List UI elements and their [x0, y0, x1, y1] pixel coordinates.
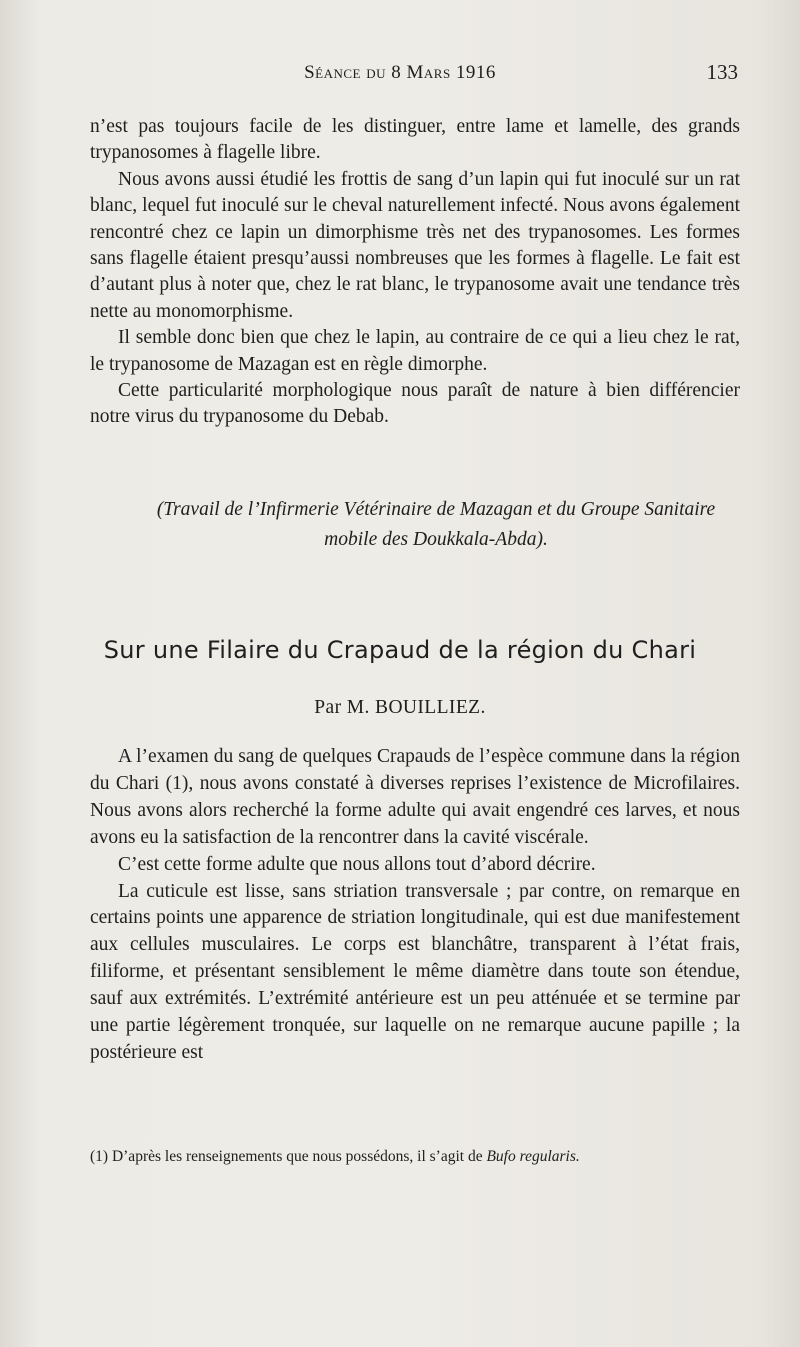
- article-title: Sur une Filaire du Crapaud de la région du Chari: [103, 636, 697, 664]
- article-byline: Par M. BOUILLIEZ.: [314, 697, 486, 718]
- footnote-text: D’après les renseignements que nous possédons, il s’agit de: [111, 1148, 483, 1165]
- paragraph: n’est pas toujours facile de les distinguer, entre lame et lamelle, des grands trypanosomes à flagelle libre.: [90, 116, 740, 164]
- running-head: [0, 60, 800, 90]
- footnote: [90, 1146, 740, 1168]
- previous-article-text: [90, 114, 740, 431]
- paragraph: Nous avons aussi étudié les frottis de sang d’un lapin qui fut inoculé sur un rat blanc, lequel fut inoculé sur le cheval naturellement infecté. Nous avons également rencontré chez ce lapin un dimorphisme très net des trypanosomes. Les formes sans flagelle étaient presqu’aussi nombreuses que les formes à flagelle. Le fait est d’autant plus à noter que, chez le rat blanc, le trypanosome avait une tendance très nette au monomorphisme.: [90, 168, 740, 322]
- paragraph: Cette particularité morphologique nous paraît de nature à bien différencier notre virus du trypanosome du Debab.: [90, 380, 740, 428]
- institution-credit: (Travail de l’Infirmerie Vétérinaire de Mazagan et du Groupe Sanitaire mobile des Doukkala-Abda).: [156, 499, 716, 550]
- footnote-marker: (1): [90, 1148, 109, 1165]
- paragraph: La cuticule est lisse, sans striation transversale ; par contre, on remarque en certains points une apparence de striation longitudinale, qui est due manifestement aux cellules musculaires. Le corps est blanchâtre, transparent à l’état frais, filiforme, et présentant sensiblement le même diamètre dans toute son étendue, sauf aux extrémités. L’extrémité antérieure est un peu atténuée et se termine par une partie légèrement tronquée, sur laquelle on ne remarque aucune papille ; la postérieure est: [90, 880, 740, 1063]
- article-text: [90, 744, 740, 1067]
- paragraph: Il semble donc bien que chez le lapin, au contraire de ce qui a lieu chez le rat, le trypanosome de Mazagan est en règle dimorphe.: [90, 327, 740, 375]
- page-number: 133: [706, 60, 738, 84]
- paragraph: A l’examen du sang de quelques Crapauds de l’espèce commune dans la région du Chari (1), nous avons constaté à diverses reprises l’existence de Microfilaires. Nous avons alors recherché la forme adulte qui avait engendré ces larves, et nous avons eu la satisfaction de la rencontrer dans la cavité viscérale.: [90, 746, 740, 848]
- running-title: Séance du 8 Mars 1916: [304, 62, 496, 83]
- footnote-species: Bufo regularis.: [486, 1148, 580, 1165]
- paragraph: C’est cette forme adulte que nous allons tout d’abord décrire.: [118, 853, 596, 875]
